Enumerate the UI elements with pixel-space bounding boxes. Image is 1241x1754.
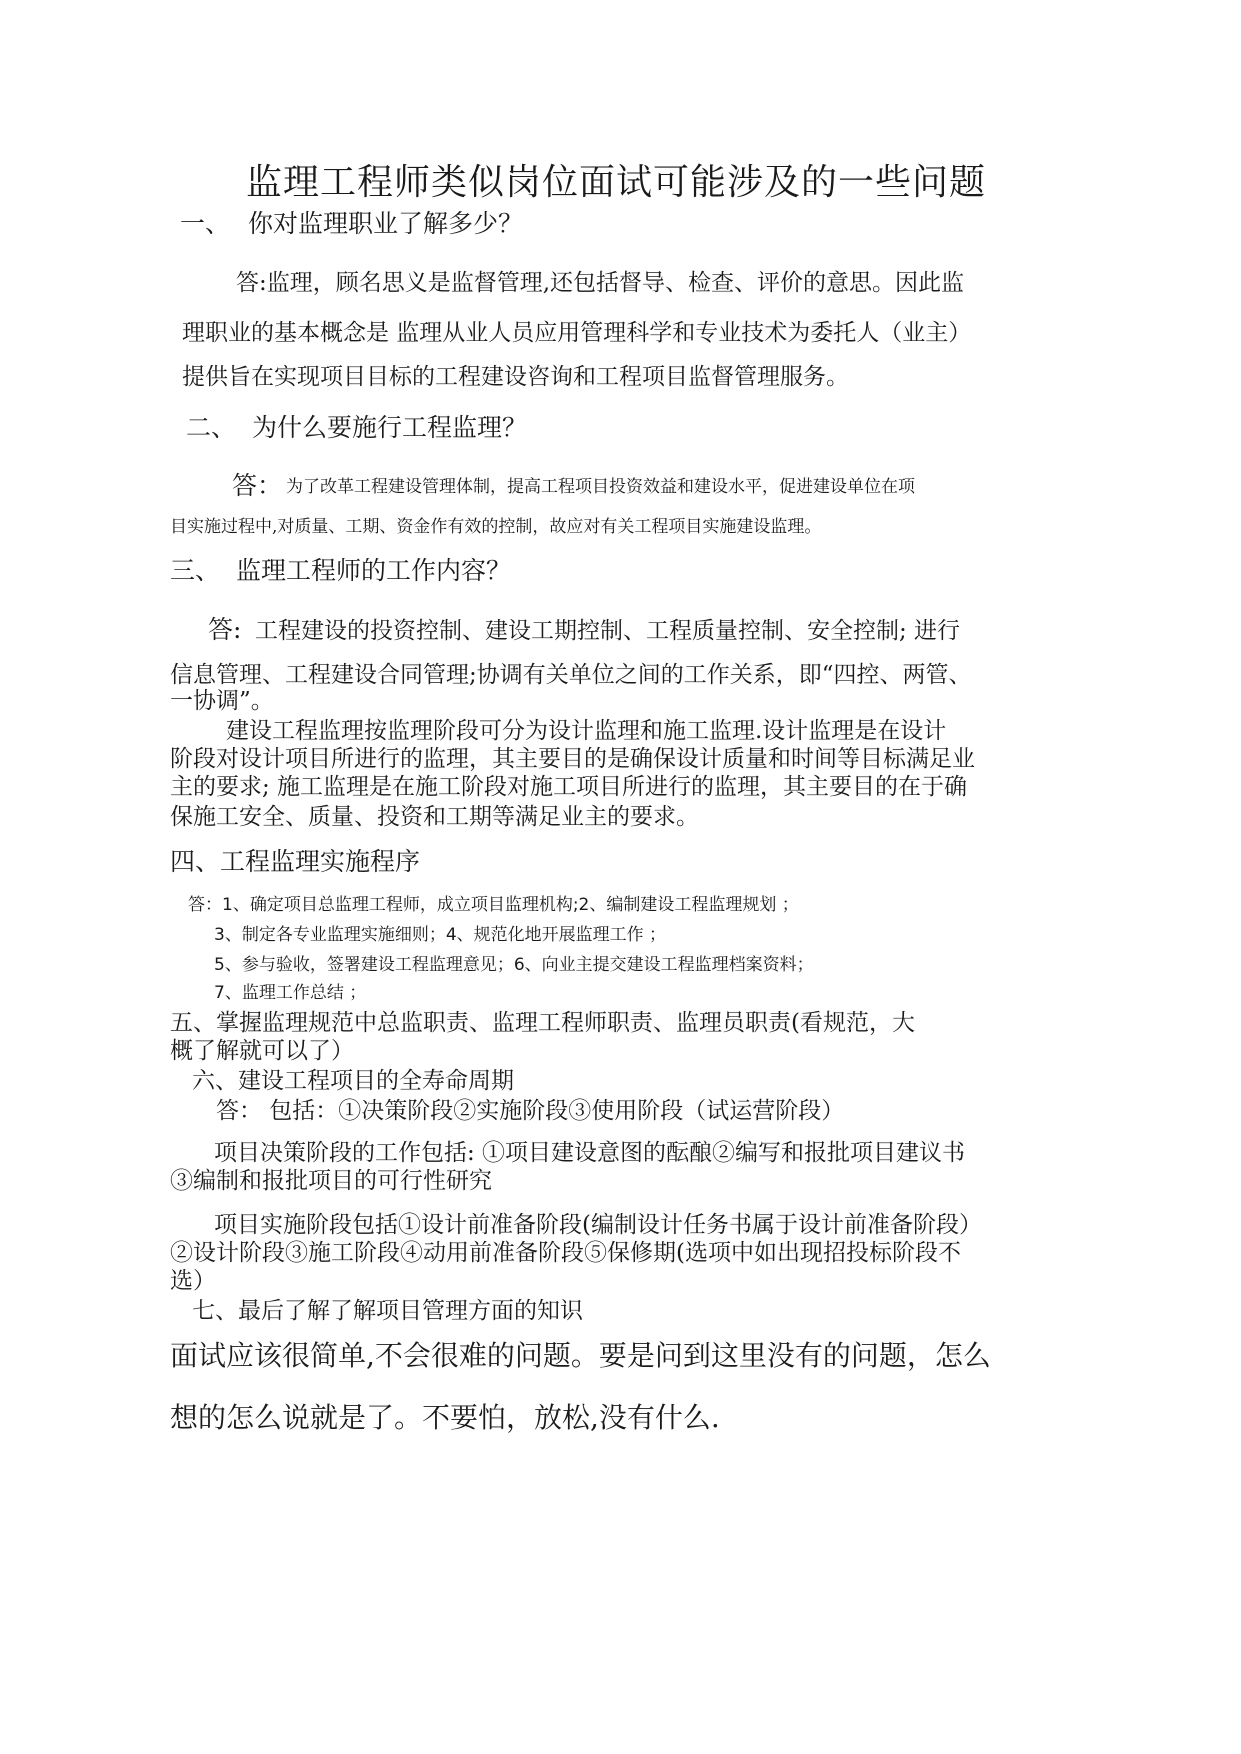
- q2-answer-line: 目实施过程中,对质量、工期、资金作有效的控制，故应对有关工程项目实施建设监理。: [170, 517, 822, 537]
- q1-answer-line: 答:监理，顾名思义是监督管理,还包括督导、检查、评价的意思。因此监: [236, 270, 965, 296]
- q3-answer-line: 阶段对设计项目所进行的监理，其主要目的是确保设计质量和时间等目标满足业: [170, 746, 975, 772]
- q1-answer-line: 提供旨在实现项目目标的工程建设咨询和工程项目监督管理服务。: [182, 364, 849, 390]
- q6-decision-line: 项目决策阶段的工作包括: ①项目建设意图的酝酿②编写和报批项目建议书: [214, 1140, 966, 1166]
- q6-decision-line: ③编制和报批项目的可行性研究: [170, 1168, 492, 1194]
- q3-answer-line: 工程建设的投资控制、建设工期控制、工程质量控制、安全控制; 进行: [255, 618, 961, 644]
- q4-answer-line: 答：1、确定项目总监理工程师，成立项目监理机构;2、编制建设工程监理规划 ；: [188, 895, 799, 915]
- q6-implementation-line: ②设计阶段③施工阶段④动用前准备阶段⑤保修期(选项中如出现招投标阶段不: [170, 1240, 961, 1266]
- q5-line: 五、掌握监理规范中总监职责、监理工程师职责、监理员职责(看规范，大: [170, 1010, 915, 1036]
- q6-heading: 六、建设工程项目的全寿命周期: [192, 1068, 514, 1094]
- q4-heading: 四、工程监理实施程序: [170, 847, 421, 876]
- q1-answer-line: 理职业的基本概念是 监理从业人员应用管理科学和专业技术为委托人（业主）: [182, 320, 972, 346]
- q6-answer: 答： 包括：①决策阶段②实施阶段③使用阶段（试运营阶段）: [216, 1098, 845, 1124]
- closing-line: 面试应该很简单,不会很难的问题。要是问到这里没有的问题，怎么: [170, 1339, 991, 1372]
- q4-answer-line: 7、监理工作总结 ；: [214, 983, 367, 1003]
- closing-line: 想的怎么说就是了。不要怕，放松,没有什么.: [170, 1401, 720, 1434]
- q2-question: 为什么要施行工程监理？: [252, 413, 528, 442]
- q3-answer-label: 答:: [208, 615, 242, 644]
- q6-implementation-line: 选）: [170, 1268, 216, 1294]
- q3-answer-line: 保施工安全、质量、投资和工期等满足业主的要求。: [170, 804, 699, 830]
- q3-question: 监理工程师的工作内容？: [236, 556, 512, 585]
- q4-answer-line: 5、参与验收，签署建设工程监理意见；6、向业主提交建设工程监理档案资料；: [214, 955, 814, 975]
- q5-line: 概了解就可以了）: [170, 1038, 354, 1064]
- q1-question: 你对监理职业了解多少？: [248, 209, 524, 238]
- q7-heading: 七、最后了解了解项目管理方面的知识: [192, 1298, 583, 1324]
- q1-number: 一、: [180, 209, 231, 238]
- q3-answer-line: 信息管理、工程建设合同管理;协调有关单位之间的工作关系，即“四控、两管、: [170, 662, 972, 688]
- q3-answer-line: 一协调”。: [170, 688, 274, 714]
- q3-number: 三、: [170, 556, 221, 585]
- q2-number: 二、: [186, 413, 237, 442]
- q4-answer-line: 3、制定各专业监理实施细则；4、规范化地开展监理工作 ；: [214, 925, 667, 945]
- q2-answer-label: 答：: [232, 471, 283, 500]
- q6-implementation-line: 项目实施阶段包括①设计前准备阶段(编制设计任务书属于设计前准备阶段）: [214, 1212, 982, 1238]
- q2-answer-line: 为了改革工程建设管理体制，提高工程项目投资效益和建设水平，促进建设单位在项: [286, 477, 915, 497]
- q3-answer-line: 主的要求; 施工监理是在施工阶段对施工项目所进行的监理，其主要目的在于确: [170, 774, 968, 800]
- q3-answer-line: 建设工程监理按监理阶段可分为设计监理和施工监理.设计监理是在设计: [226, 718, 947, 744]
- page-title: 监理工程师类似岗位面试可能涉及的一些问题: [246, 162, 987, 203]
